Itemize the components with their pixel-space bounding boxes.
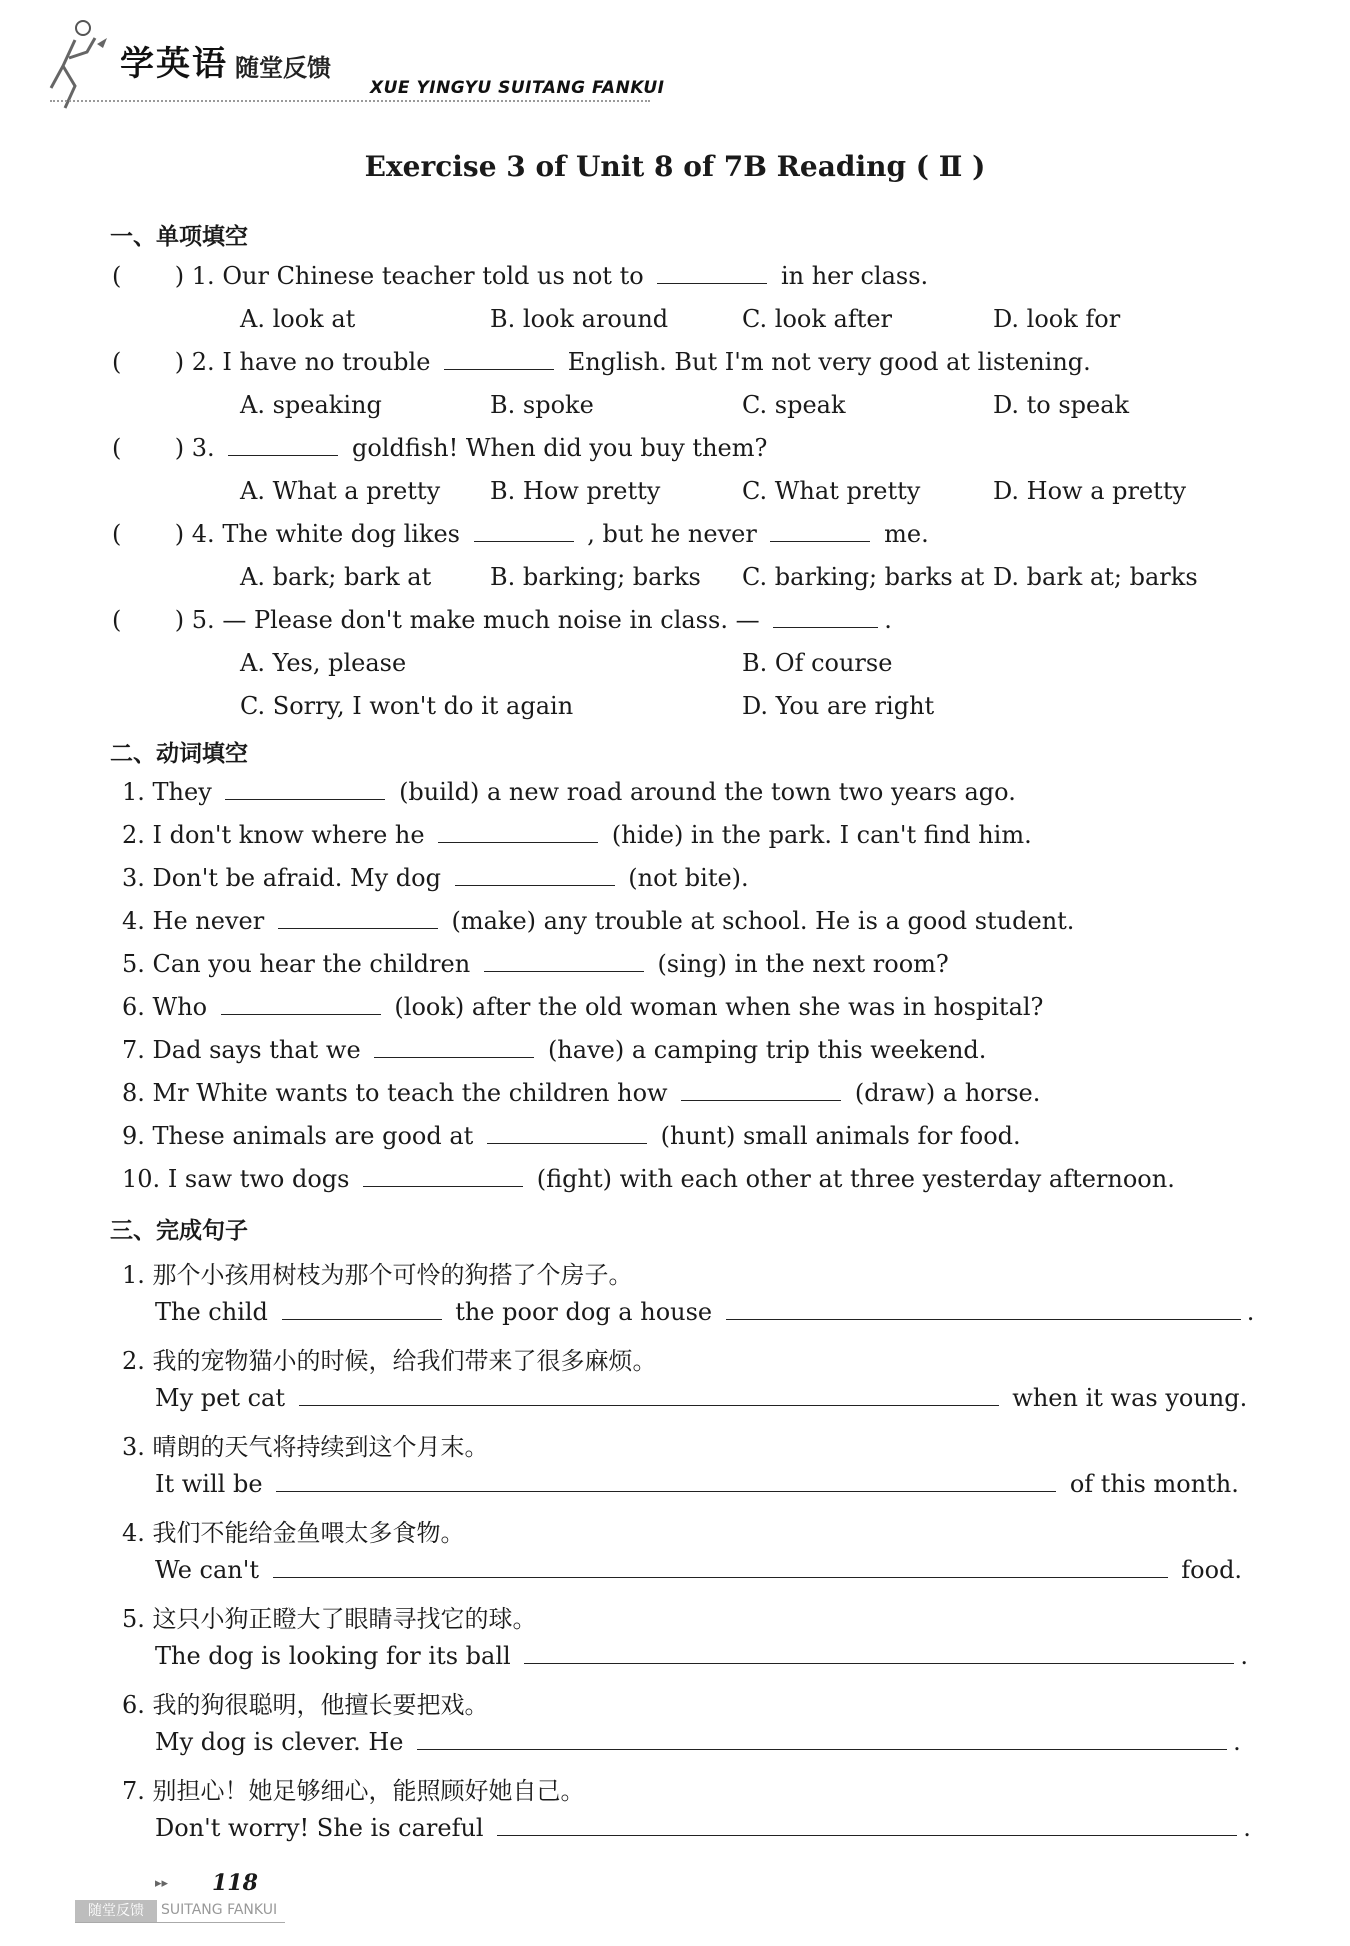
question-number: 5. [191, 606, 215, 634]
question-text: , but he never [587, 520, 757, 548]
section-3-heading: 三、完成句子 [110, 1218, 248, 1244]
question-5 [112, 606, 892, 634]
option-b: B. look around [490, 305, 669, 333]
answer-blank[interactable] [474, 540, 574, 542]
item-text: They [152, 778, 212, 806]
brand-pinyin: XUE YINGYU SUITANG FANKUI [370, 78, 665, 98]
item-text: . [1243, 1814, 1251, 1842]
footer-tag [75, 1900, 285, 1922]
answer-paren[interactable]: ( ) [112, 262, 185, 290]
option-b: B. spoke [490, 391, 594, 419]
option-a: A. speaking [240, 391, 382, 419]
option-b: B. Of course [742, 649, 893, 677]
item-text: of this month. [1069, 1470, 1239, 1498]
option-a: A. look at [240, 305, 356, 333]
verb-item-10 [122, 1165, 1175, 1193]
answer-blank[interactable] [273, 1576, 1168, 1578]
option-a: A. bark; bark at [240, 563, 432, 591]
footer-badge: 随堂反馈 [75, 1900, 157, 1922]
page-title: Exercise 3 of Unit 8 of 7B Reading ( Ⅱ ) [364, 150, 986, 183]
header-divider [50, 100, 650, 102]
answer-blank[interactable] [657, 282, 767, 284]
page-number: 118 [212, 1870, 258, 1896]
question-text: in her class. [780, 262, 929, 290]
item-text: The dog is looking for its ball [155, 1642, 511, 1670]
answer-blank[interactable] [363, 1185, 523, 1187]
item-text: It will be [155, 1470, 263, 1498]
item-text: (hunt) small animals for food. [660, 1122, 1021, 1150]
item-text: (look) after the old woman when she was in hospital? [394, 993, 1044, 1021]
sentence-4-chinese [122, 1513, 465, 1548]
sentence-6-english [155, 1728, 1241, 1756]
item-text: (have) a camping trip this weekend. [547, 1036, 987, 1064]
item-text: The child [155, 1298, 268, 1326]
brand-main: 学英语 [120, 44, 228, 84]
answer-blank[interactable] [278, 927, 438, 929]
question-text: Our Chinese teacher told us not to [222, 262, 644, 290]
item-text: . [1246, 1298, 1255, 1326]
option-b: B. How pretty [490, 477, 661, 505]
answer-blank[interactable] [225, 798, 385, 800]
question-text: me. [884, 520, 929, 548]
item-text: I don't know where he [152, 821, 425, 849]
item-text: These animals are good at [152, 1122, 474, 1150]
answer-paren[interactable]: ( ) [112, 520, 185, 548]
item-number: 5. [122, 1605, 145, 1633]
item-number: 4. [122, 1519, 145, 1547]
page-arrow-icon: ▸▸ [155, 1876, 169, 1891]
item-text: Can you hear the children [152, 950, 471, 978]
chinese-prompt: 我的宠物猫小的时候，给我们带来了很多麻烦。 [152, 1347, 657, 1375]
item-text: Mr White wants to teach the children how [152, 1079, 668, 1107]
chinese-prompt: 晴朗的天气将持续到这个月末。 [152, 1433, 489, 1461]
item-text: He never [152, 907, 265, 935]
item-text: I saw two dogs [167, 1165, 350, 1193]
verb-item-8 [122, 1079, 1040, 1107]
answer-blank[interactable] [487, 1142, 647, 1144]
chinese-prompt: 我的狗很聪明，他擅长要把戏。 [152, 1691, 489, 1719]
answer-paren[interactable]: ( ) [112, 434, 185, 462]
item-number: 2. [122, 1347, 145, 1375]
item-text: (not bite). [628, 864, 749, 892]
answer-blank[interactable] [221, 1013, 381, 1015]
item-text: (fight) with each other at three yesterday afternoon. [536, 1165, 1175, 1193]
sentence-2-chinese [122, 1341, 657, 1376]
answer-blank[interactable] [417, 1748, 1227, 1750]
sentence-7-english [155, 1814, 1251, 1842]
sentence-6-chinese [122, 1685, 489, 1720]
option-d: D. You are right [742, 692, 935, 720]
verb-item-1 [122, 778, 1016, 806]
item-number: 9. [122, 1122, 145, 1150]
item-text: We can't [155, 1556, 259, 1584]
chinese-prompt: 别担心！她足够细心，能照顾好她自己。 [152, 1777, 585, 1805]
answer-paren[interactable]: ( ) [112, 606, 185, 634]
answer-blank[interactable] [497, 1834, 1237, 1836]
answer-blank[interactable] [524, 1662, 1234, 1664]
item-text: My pet cat [155, 1384, 285, 1412]
brand-sub: 随堂反馈 [235, 54, 331, 82]
question-text: — Please don't make much noise in class. — [222, 606, 760, 634]
item-number: 8. [122, 1079, 145, 1107]
item-number: 3. [122, 1433, 145, 1461]
item-number: 1. [122, 778, 145, 806]
item-text: the poor dog a house [455, 1298, 713, 1326]
item-text: (draw) a horse. [854, 1079, 1041, 1107]
verb-item-3 [122, 864, 749, 892]
item-number: 6. [122, 993, 145, 1021]
answer-blank[interactable] [374, 1056, 534, 1058]
question-3 [112, 434, 767, 462]
chinese-prompt: 那个小孩用树枝为那个可怜的狗搭了个房子。 [152, 1261, 633, 1289]
question-text: I have no trouble [222, 348, 431, 376]
footer-pinyin: SUITANG FANKUI [161, 1902, 278, 1918]
option-d: D. bark at; barks [993, 563, 1198, 591]
item-number: 7. [122, 1036, 145, 1064]
option-c: C. Sorry, I won't do it again [240, 692, 574, 720]
chinese-prompt: 这只小狗正瞪大了眼睛寻找它的球。 [152, 1605, 537, 1633]
verb-item-9 [122, 1122, 1021, 1150]
item-number: 5. [122, 950, 145, 978]
answer-blank[interactable] [726, 1318, 1241, 1320]
option-c: C. speak [742, 391, 846, 419]
item-number: 1. [122, 1261, 145, 1289]
option-c: C. barking; barks at [742, 563, 985, 591]
item-text: (make) any trouble at school. He is a good student. [451, 907, 1075, 935]
item-text: Dad says that we [152, 1036, 361, 1064]
footer-divider [75, 1922, 285, 1923]
item-text: when it was young. [1012, 1384, 1248, 1412]
sentence-4-english [155, 1556, 1242, 1584]
item-number: 10. [122, 1165, 161, 1193]
answer-blank[interactable] [299, 1404, 999, 1406]
item-number: 4. [122, 907, 145, 935]
verb-item-6 [122, 993, 1043, 1021]
item-number: 2. [122, 821, 145, 849]
option-d: D. How a pretty [993, 477, 1187, 505]
item-text: My dog is clever. He [155, 1728, 404, 1756]
question-text: goldfish! When did you buy them? [351, 434, 768, 462]
chinese-prompt: 我们不能给金鱼喂太多食物。 [152, 1519, 465, 1547]
verb-item-4 [122, 907, 1074, 935]
item-text: (build) a new road around the town two years ago. [399, 778, 1016, 806]
sentence-5-chinese [122, 1599, 537, 1634]
question-1 [112, 262, 928, 290]
option-a: A. What a pretty [240, 477, 441, 505]
question-number: 3. [191, 434, 215, 462]
question-text: . [884, 606, 892, 634]
answer-blank[interactable] [681, 1099, 841, 1101]
sentence-1-english [155, 1298, 1254, 1326]
answer-blank[interactable] [484, 970, 644, 972]
verb-item-5 [122, 950, 949, 978]
question-text: The white dog likes [222, 520, 460, 548]
item-number: 3. [122, 864, 145, 892]
option-d: D. to speak [993, 391, 1130, 419]
section-2-heading: 二、动词填空 [110, 741, 248, 767]
option-b: B. barking; barks [490, 563, 701, 591]
question-2 [112, 348, 1091, 376]
answer-blank[interactable] [276, 1490, 1056, 1492]
section-1-heading: 一、单项填空 [110, 224, 248, 250]
answer-paren[interactable]: ( ) [112, 348, 185, 376]
option-d: D. look for [993, 305, 1121, 333]
sentence-2-english [155, 1384, 1247, 1412]
sentence-3-english [155, 1470, 1239, 1498]
answer-blank[interactable] [455, 884, 615, 886]
answer-blank[interactable] [228, 454, 338, 456]
question-text: English. But I'm not very good at listening. [567, 348, 1091, 376]
answer-blank[interactable] [444, 368, 554, 370]
item-number: 6. [122, 1691, 145, 1719]
question-4 [112, 520, 929, 548]
option-c: C. What pretty [742, 477, 921, 505]
question-number: 1. [191, 262, 215, 290]
option-c: C. look after [742, 305, 893, 333]
option-a: A. Yes, please [240, 649, 407, 677]
runner-logo-icon [45, 18, 125, 113]
item-text: food. [1181, 1556, 1243, 1584]
item-text: (hide) in the park. I can't find him. [611, 821, 1032, 849]
item-text: (sing) in the next room? [657, 950, 949, 978]
item-number: 7. [122, 1777, 145, 1805]
question-number: 2. [191, 348, 215, 376]
item-text: . [1233, 1728, 1241, 1756]
sentence-3-chinese [122, 1427, 489, 1462]
header-brand [75, 18, 675, 113]
sentence-1-chinese [122, 1255, 633, 1290]
item-text: Don't worry! She is careful [155, 1814, 484, 1842]
answer-blank[interactable] [773, 626, 878, 628]
answer-blank[interactable] [282, 1318, 442, 1320]
sentence-7-chinese [122, 1771, 585, 1806]
verb-item-2 [122, 821, 1032, 849]
question-number: 4. [191, 520, 215, 548]
answer-blank[interactable] [770, 540, 870, 542]
sentence-5-english [155, 1642, 1248, 1670]
item-text: . [1240, 1642, 1248, 1670]
answer-blank[interactable] [438, 841, 598, 843]
item-text: Who [152, 993, 208, 1021]
verb-item-7 [122, 1036, 986, 1064]
item-text: Don't be afraid. My dog [152, 864, 441, 892]
